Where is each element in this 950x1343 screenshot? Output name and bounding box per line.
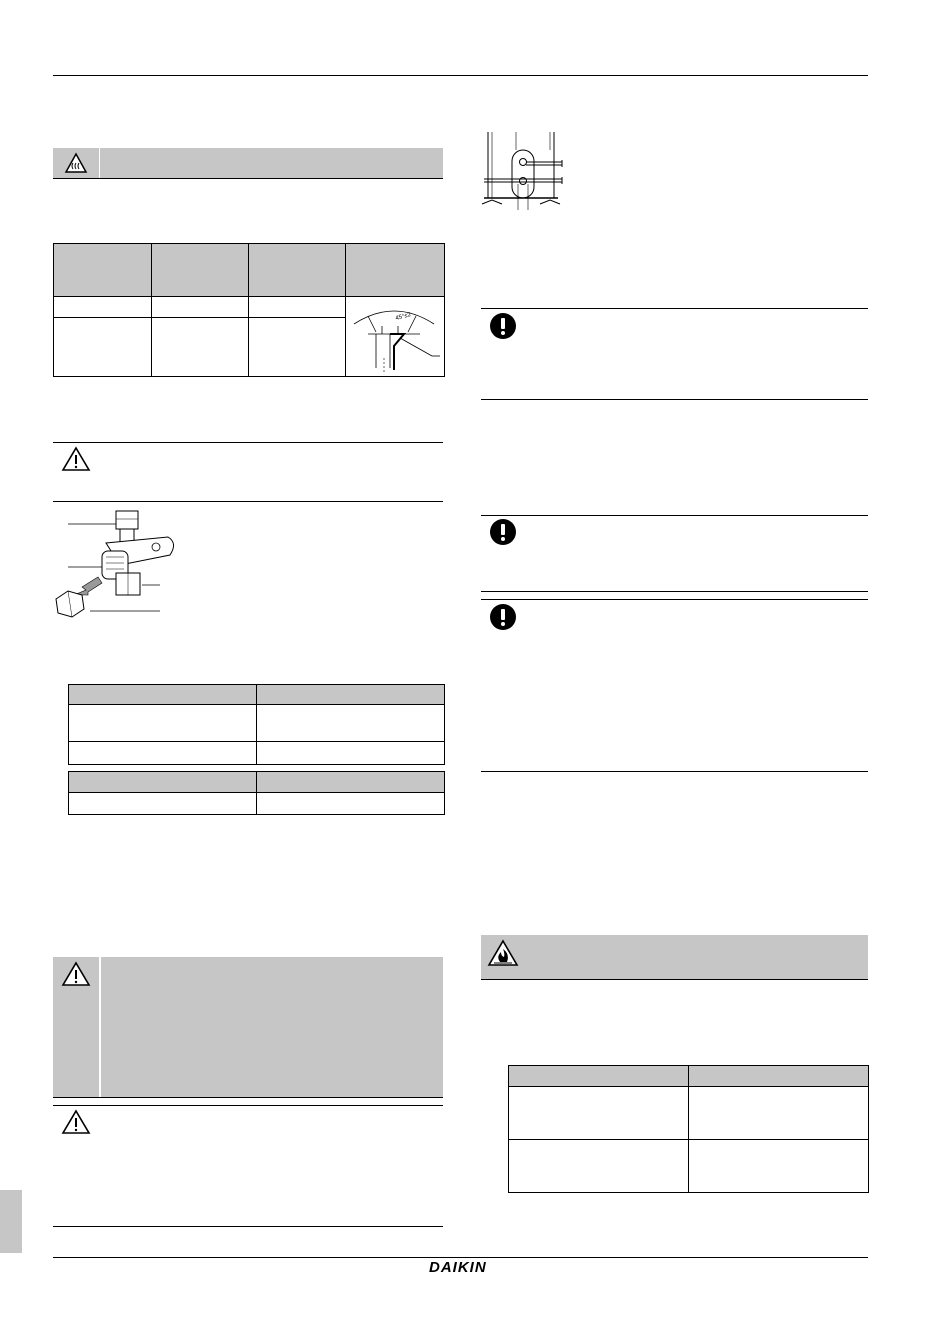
right-data-table <box>508 1065 869 1193</box>
exclamation-icon <box>489 603 517 631</box>
notice-rule-bottom <box>481 771 868 772</box>
brand-logo: DAIKIN <box>429 1259 487 1276</box>
table-header-cell <box>69 772 257 793</box>
warning-rule-bottom <box>53 1226 443 1227</box>
warning-icon <box>61 446 91 472</box>
footer-rule <box>53 1257 868 1258</box>
torque-table-a <box>68 684 445 765</box>
flare-dimension-table <box>53 243 445 377</box>
side-chapter-tab <box>0 1190 22 1253</box>
header-rule <box>53 75 868 76</box>
table-cell <box>54 318 152 377</box>
warning-rule-top <box>53 1105 443 1106</box>
table-cell <box>249 297 346 318</box>
unit-piping-illustration <box>478 128 570 212</box>
table-header-cell <box>152 244 249 297</box>
flare-cross-section-diagram <box>346 298 443 376</box>
flammable-icon <box>487 939 519 967</box>
table-cell <box>257 705 445 742</box>
table-cell <box>249 318 346 377</box>
caution-band-flammable <box>481 935 868 980</box>
table-cell <box>152 297 249 318</box>
table-header-cell <box>249 244 346 297</box>
table-cell <box>69 793 257 815</box>
table-cell <box>689 1087 869 1140</box>
warning-box-shaded <box>53 957 443 1098</box>
notice-rule-bottom <box>481 591 868 592</box>
warning-icon <box>61 1109 91 1135</box>
warning-icon <box>61 961 91 987</box>
exclamation-icon <box>489 518 517 546</box>
table-cell <box>69 742 257 765</box>
stop-valve-illustration <box>50 507 190 632</box>
table-cell <box>509 1087 689 1140</box>
notice-rule-top <box>481 599 868 600</box>
table-cell <box>689 1140 869 1193</box>
table-cell <box>509 1140 689 1193</box>
notice-rule-top <box>481 308 868 309</box>
table-header-cell <box>69 685 257 705</box>
torque-table-b <box>68 771 445 815</box>
notice-rule-top <box>481 515 868 516</box>
caution-band-hot-surface <box>53 148 443 179</box>
table-header-cell <box>257 772 445 793</box>
table-header-cell <box>257 685 445 705</box>
table-cell <box>257 742 445 765</box>
table-cell <box>257 793 445 815</box>
table-header-cell <box>509 1066 689 1087</box>
table-header-cell <box>346 244 445 297</box>
warning-rule-top <box>53 442 443 443</box>
table-cell <box>54 297 152 318</box>
notice-rule-bottom <box>481 399 868 400</box>
table-cell <box>69 705 257 742</box>
exclamation-icon <box>489 312 517 340</box>
flare-diagram-cell <box>346 297 445 377</box>
table-header-cell <box>54 244 152 297</box>
table-cell <box>152 318 249 377</box>
table-header-cell <box>689 1066 869 1087</box>
flare-angle-label: 45°±2 <box>394 311 412 322</box>
hot-surface-icon <box>64 152 88 174</box>
warning-rule-bottom <box>53 501 443 502</box>
